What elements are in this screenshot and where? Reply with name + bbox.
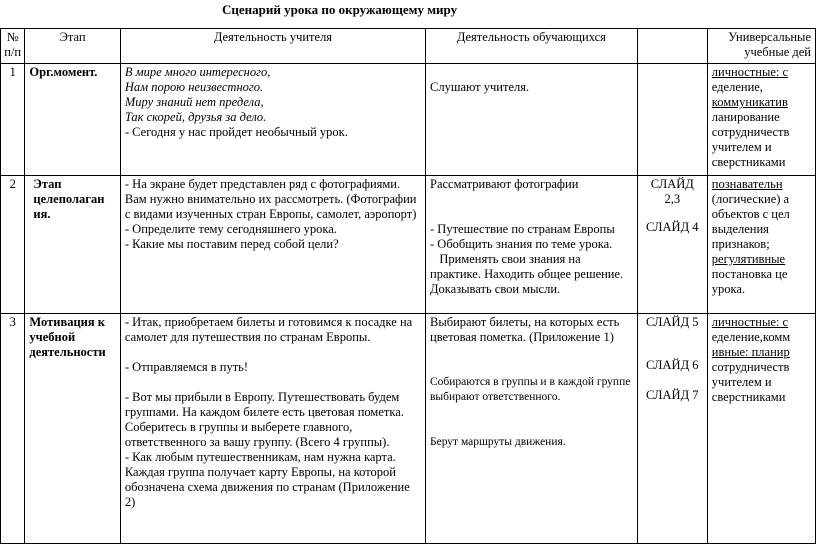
teacher-line: - Отправляемся в путь! xyxy=(124,360,249,374)
uud-line: сотрудничеств xyxy=(711,125,790,139)
row-teacher xyxy=(120,64,425,176)
lesson-table xyxy=(0,28,816,544)
teacher-line: - Сегодня у нас пройдет необычный урок. xyxy=(124,125,348,139)
row-uud xyxy=(707,314,815,544)
students-line: Применять свои знания на практике. Находить общее решение. Доказывать свои мысли. xyxy=(430,252,627,296)
row-teacher xyxy=(120,314,425,544)
row-num: 3 xyxy=(1,314,25,544)
slide-label: СЛАЙД 6 xyxy=(646,358,699,372)
row-uud xyxy=(707,64,815,176)
uud-line: учителем и xyxy=(711,140,772,154)
uud-line: личностные: с xyxy=(711,315,789,329)
students-line: Рассматривают фотографии xyxy=(430,177,579,191)
table-row xyxy=(1,64,816,176)
row-num: 2 xyxy=(1,176,25,314)
header-uud xyxy=(707,29,815,64)
uud-line: признаков; xyxy=(711,237,770,251)
teacher-line: Миру знаний нет предела, xyxy=(124,95,264,109)
uud-line: (логические) а xyxy=(711,192,790,206)
uud-line: еделение,комм xyxy=(711,330,791,344)
row-teacher xyxy=(120,176,425,314)
header-slides xyxy=(637,29,707,64)
slide-label: СЛАЙД 2,3 xyxy=(650,177,694,206)
teacher-line: В мире много интересного, xyxy=(124,65,271,79)
students-line: - Путешествие по странам Европы xyxy=(430,222,615,236)
students-line: Берут маршруты движения. xyxy=(430,436,566,448)
teacher-line: - На экране будет представлен ряд с фотографиями. Вам нужно внимательно их рассмотреть. (Фотографии с видами изученных стран Европы, самолет, аэропорт) xyxy=(124,177,417,221)
table-row xyxy=(1,314,816,544)
students-line: Слушают учителя. xyxy=(430,80,530,94)
teacher-line: - Определите тему сегодняшнего урока. xyxy=(124,222,337,236)
table-row xyxy=(1,176,816,314)
uud-line: ланирование xyxy=(711,110,780,124)
teacher-line: - Вот мы прибыли в Европу. Путешествовать будем группами. На каждом билете есть цветовая пометка. Соберитесь в группы и выберете главного, ответственного за вашу группу. (Всего 4 группы). xyxy=(124,390,404,449)
uud-line: личностные: с xyxy=(711,65,789,79)
students-line: Выбирают билеты, на которых есть цветовая пометка. (Приложение 1) xyxy=(430,315,620,344)
uud-line: постановка це xyxy=(711,267,788,281)
row-students xyxy=(426,64,638,176)
uud-line: еделение, xyxy=(711,80,763,94)
teacher-line: - Как любым путешественникам, нам нужна карта. Каждая группа получает карту Европы, на которой обозначена схема движения по странам (Приложение 2) xyxy=(124,450,410,509)
row-slides xyxy=(637,176,707,314)
row-stage: Мотивация к учебной деятельности xyxy=(25,314,120,544)
uud-line: познавательн xyxy=(711,177,783,191)
uud-line: выделения xyxy=(711,222,769,236)
row-students xyxy=(426,314,638,544)
header-students: Деятельность обучающихся xyxy=(426,29,638,64)
row-stage: Орг.момент. xyxy=(25,64,120,176)
row-stage: Этап целеполаган ия. xyxy=(25,176,120,314)
slide-label: СЛАЙД 4 xyxy=(646,220,699,234)
slide-label: СЛАЙД 7 xyxy=(646,388,699,402)
row-slides xyxy=(637,314,707,544)
header-num: № п/п xyxy=(1,29,25,64)
teacher-line: - Итак, приобретаем билеты и готовимся к посадке на самолет для путешествия по странам Европы. xyxy=(124,315,413,344)
students-line: Собираются в группы и в каждой группе выбирают ответственного. xyxy=(430,376,631,403)
row-num: 1 xyxy=(1,64,25,176)
page-title: Сценарий урока по окружающему миру xyxy=(222,2,458,17)
uud-line: объектов с цел xyxy=(711,207,790,221)
row-uud xyxy=(707,176,815,314)
uud-line: сверстниками xyxy=(711,155,786,169)
uud-line: сверстниками xyxy=(711,390,786,404)
uud-line: учителем и xyxy=(711,375,772,389)
uud-line: урока. xyxy=(711,282,746,296)
header-teacher: Деятельность учителя xyxy=(120,29,425,64)
teacher-line: - Какие мы поставим перед собой цели? xyxy=(124,237,339,251)
header-stage: Этап xyxy=(25,29,120,64)
uud-line: ивные: планир xyxy=(711,345,790,359)
slide-label: СЛАЙД 5 xyxy=(646,315,699,329)
header-uud-text: Универсальные учебные дей xyxy=(728,30,811,59)
students-line: - Обобщить знания по теме урока. xyxy=(430,237,613,251)
uud-line: регулятивные xyxy=(711,252,786,266)
teacher-line: Нам порою неизвестного. xyxy=(124,80,264,94)
teacher-line: Так скорей, друзья за дело. xyxy=(124,110,267,124)
uud-line: сотрудничеств xyxy=(711,360,790,374)
row-students xyxy=(426,176,638,314)
row-slides xyxy=(637,64,707,176)
table-header-row xyxy=(1,29,816,64)
uud-line: коммуникатив xyxy=(711,95,788,109)
